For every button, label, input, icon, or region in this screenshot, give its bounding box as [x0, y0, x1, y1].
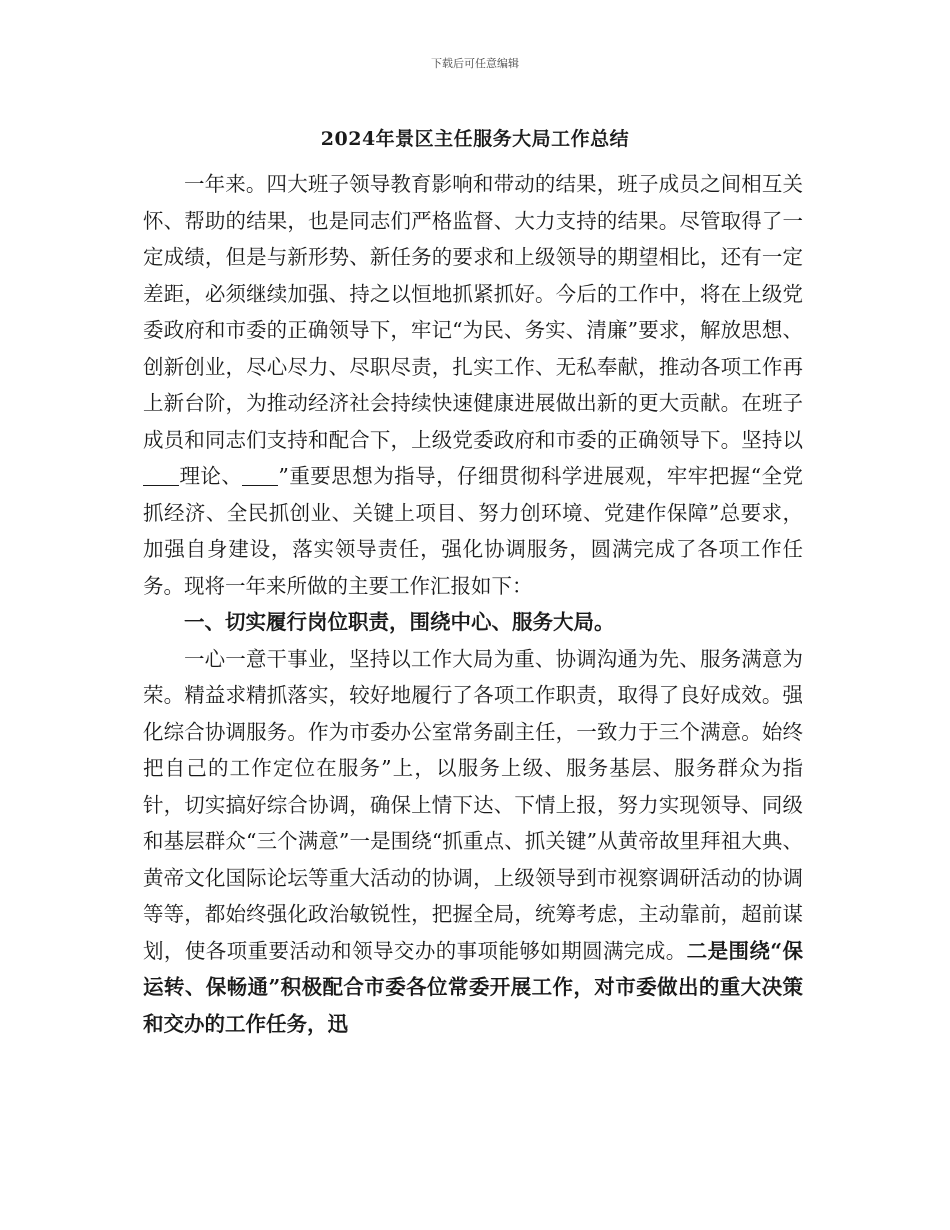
- section1-bold-text: 二是围绕“保运转、保畅通”积极配合市委各位常委开展工作，对市委做出的重大决策和交办的工作任务，迅: [143, 938, 803, 1036]
- intro-text-2: 理论、: [179, 464, 243, 488]
- section1-paragraph: [143, 641, 803, 1043]
- blank-underline: [143, 465, 179, 487]
- header-note: 下载后可任意编辑: [431, 57, 519, 70]
- intro-paragraph: [143, 166, 803, 604]
- document-body: [143, 166, 803, 1042]
- section1-text: 一心一意干事业，坚持以工作大局为重、协调沟通为先、服务满意为荣。精益求精抓落实，较好地履行了各项工作职责，取得了良好成效。强化综合协调服务。作为市委办公室常务副主任，一致力于三个满意。始终把自己的工作定位在服务”上，以服务上级、服务基层、服务群众为指针，切实搞好综合协调，确保上情下达、下情上报，努力实现领导、同级和基层群众“三个满意”一是围绕“抓重点、抓关键”从黄帝故里拜祖大典、黄帝文化国际论坛等重大活动的协调，上级领导到市视察调研活动的协调等等，都始终强化政治敏锐性，把握全局，统筹考虑，主动靠前，超前谋划，使各项重要活动和领导交办的事项能够如期圆满完成。: [143, 646, 803, 963]
- intro-text-1: 一年来。四大班子领导教育影响和带动的结果，班子成员之间相互关怀、帮助的结果，也是同志们严格监督、大力支持的结果。尽管取得了一定成绩，但是与新形势、新任务的要求和上级领导的期望相比，还有一定差距，必须继续加强、持之以恒地抓紧抓好。今后的工作中，将在上级党委政府和市委的正确领导下，牢记“为民、务实、清廉”要求，解放思想、创新创业，尽心尽力、尽职尽责，扎实工作、无私奉献，推动各项工作再上新台阶，为推动经济社会持续快速健康进展做出新的更大贡献。在班子成员和同志们支持和配合下，上级党委政府和市委的正确领导下。坚持以: [143, 172, 803, 452]
- document-title: 2024年景区主任服务大局工作总结: [320, 128, 630, 150]
- intro-text-3: ”重要思想为指导，仔细贯彻科学进展观，牢牢把握“全党抓经济、全民抓创业、关键上项目、努力创环境、党建作保障”总要求，加强自身建设，落实领导责任，强化协调服务，圆满完成了各项工作任务。现将一年来所做的主要工作汇报如下：: [143, 464, 803, 598]
- blank-underline: [242, 465, 278, 487]
- section1-heading: 一、切实履行岗位职责，围绕中心、服务大局。: [184, 610, 615, 634]
